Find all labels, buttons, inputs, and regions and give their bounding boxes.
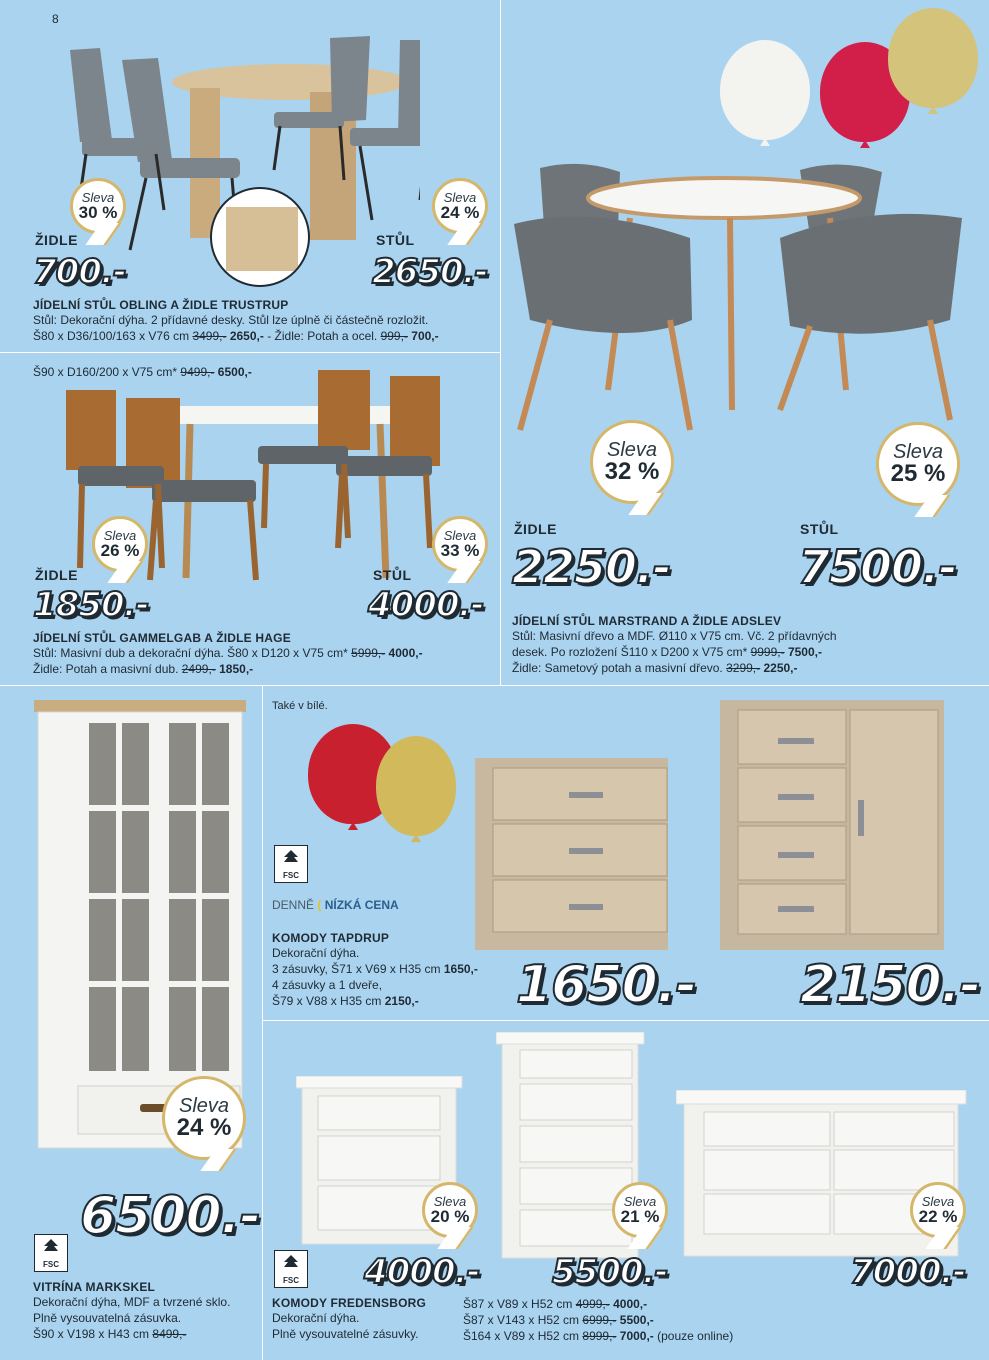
old-price: 5999,-	[351, 646, 386, 660]
badge-word: Sleva	[103, 528, 137, 543]
page-number: 8	[52, 12, 59, 26]
trustrup-title: JÍDELNÍ STŮL OBLING A ŽIDLE TRUSTRUP	[33, 298, 289, 312]
trustrup-chair-discount-badge	[70, 178, 126, 234]
fsc-logo	[34, 1234, 68, 1272]
trustrup-info	[33, 298, 493, 344]
markskel-discount-badge	[162, 1076, 246, 1160]
gammelgab-info	[33, 631, 493, 677]
markskel-price: 6500.-	[80, 1186, 261, 1246]
new-price: 5500,-	[619, 1313, 654, 1327]
spec-text: Š164 x V89 x H52 cm	[463, 1329, 583, 1343]
marstrand-info	[512, 614, 982, 676]
badge-value: 24 %	[440, 203, 480, 222]
fredensborg-line2: Plně vysouvatelné zásuvky.	[272, 1327, 419, 1341]
badge-word: Sleva	[921, 1194, 955, 1209]
badge-word: Sleva	[606, 439, 658, 461]
badge-value: 25 %	[890, 460, 946, 487]
marstrand-chair-discount-badge	[590, 420, 674, 504]
spec-text: Židle: Potah a masivní dub.	[33, 662, 182, 676]
badge-value: 30 %	[78, 203, 118, 222]
fsc-text: FSC	[283, 871, 299, 880]
badge-word: Sleva	[178, 1095, 230, 1117]
markskel-line1: Dekorační dýha, MDF a tvrzené sklo.	[33, 1295, 231, 1309]
fredensborg-spec1	[463, 1296, 783, 1312]
fredensborg-spec2	[463, 1312, 783, 1328]
fredensborg-tall-price: 5500.-	[552, 1252, 668, 1292]
fsc-logo	[274, 845, 308, 883]
divider	[262, 1020, 989, 1021]
old-price: 999,-	[380, 329, 408, 343]
daily-low-price-logo	[272, 898, 399, 912]
spec-text: Š90 x V198 x H43 cm	[33, 1327, 153, 1341]
divider	[0, 685, 989, 686]
trustrup-table-detail-image	[210, 187, 310, 287]
price-text: 1650,-	[443, 962, 478, 976]
gammelgab-title: JÍDELNÍ STŮL GAMMELGAB A ŽIDLE HAGE	[33, 631, 291, 645]
old-price: 3299,-	[726, 661, 761, 675]
old-price: 6999,-	[582, 1313, 617, 1327]
daily-low-word: DENNĚ	[272, 898, 315, 912]
markskel-info	[33, 1280, 258, 1342]
marstrand-line3	[512, 660, 982, 676]
spec-text: Š87 x V89 x H52 cm	[463, 1297, 576, 1311]
gammelgab-table-label: STŮL	[373, 567, 412, 583]
badge-word: Sleva	[433, 1194, 467, 1209]
fredensborg-tall-discount-badge	[612, 1182, 668, 1238]
balloon-white	[720, 40, 810, 140]
spec-text: 3 zásuvky, Š71 x V69 x H35 cm	[272, 962, 444, 976]
tapdrup-info	[272, 931, 502, 1009]
marstrand-title: JÍDELNÍ STŮL MARSTRAND A ŽIDLE ADSLEV	[512, 614, 782, 628]
spec-text: Š80 x D36/100/163 x V76 cm	[33, 329, 193, 343]
spec-note: (pouze online)	[657, 1329, 734, 1343]
markskel-title: VITRÍNA MARKSKEL	[33, 1280, 156, 1294]
tapdrup-line3: 4 zásuvky a 1 dveře,	[272, 978, 383, 992]
tapdrup-also-white: Také v bílé.	[272, 700, 328, 712]
daily-low-word: NÍZKÁ CENA	[324, 898, 399, 912]
marstrand-chair-label: ŽIDLE	[514, 521, 557, 537]
fredensborg-small-price: 4000.-	[364, 1252, 480, 1292]
fredensborg-info	[272, 1296, 462, 1342]
new-price: 7000,-	[619, 1329, 654, 1343]
fredensborg-wide-discount-badge	[910, 1182, 966, 1238]
new-price: 700,-	[411, 329, 439, 343]
fredensborg-small-discount-badge	[422, 1182, 478, 1238]
marstrand-line2	[512, 644, 982, 660]
marstrand-chair-price: 2250.-	[512, 540, 671, 594]
fsc-text: FSC	[283, 1276, 299, 1285]
old-price: 3499,-	[192, 329, 227, 343]
spec-text: Stůl: Masivní dub a dekorační dýha. Š80 x D120 x V75 cm*	[33, 646, 352, 660]
spec-text: Židle: Sametový potah a masivní dřevo.	[512, 661, 727, 675]
tapdrup-line2	[272, 961, 502, 977]
trustrup-line2	[33, 328, 493, 344]
new-price: 2650,-	[229, 329, 264, 343]
divider	[500, 0, 501, 685]
badge-value: 24 %	[176, 1114, 232, 1141]
old-price: 8499,-	[152, 1327, 187, 1341]
badge-word: Sleva	[443, 528, 477, 543]
badge-value: 21 %	[620, 1207, 660, 1226]
balloon-gold	[888, 8, 978, 108]
tapdrup-4-drawer-door-image	[720, 700, 946, 952]
new-price: 2250,-	[763, 661, 798, 675]
marstrand-line1: Stůl: Masivní dřevo a MDF. Ø110 x V75 cm. Vč. 2 přídavných	[512, 629, 837, 643]
fredensborg-specs	[463, 1296, 783, 1344]
badge-value: 32 %	[604, 458, 660, 485]
trustrup-line1: Stůl: Dekorační dýha. 2 přídavné desky. Stůl lze úplně či částečně rozložit.	[33, 313, 429, 327]
spec-text: Š90 x D160/200 x V75 cm*	[33, 365, 181, 379]
divider	[0, 352, 500, 353]
fredensborg-title: KOMODY FREDENSBORG	[272, 1296, 427, 1310]
gammelgab-line2	[33, 661, 493, 677]
spec-text: Š87 x V143 x H52 cm	[463, 1313, 583, 1327]
spec-text: - Židle: Potah a ocel.	[267, 329, 381, 343]
trustrup-table-label: STŮL	[376, 232, 415, 248]
spec-text: desek. Po rozložení Š110 x D200 x V75 cm*	[512, 645, 751, 659]
spec-text: Š79 x V88 x H35 cm	[272, 994, 385, 1008]
markskel-line2: Plně vysouvatelná zásuvka.	[33, 1311, 182, 1325]
badge-word: Sleva	[623, 1194, 657, 1209]
old-price: 9999,-	[750, 645, 785, 659]
old-price: 2499,-	[181, 662, 216, 676]
badge-value: 20 %	[430, 1207, 470, 1226]
trustrup-chair-label: ŽIDLE	[35, 232, 78, 248]
trustrup-table-discount-badge	[432, 178, 488, 234]
marstrand-table-discount-badge	[876, 422, 960, 506]
marstrand-set-image	[510, 160, 970, 440]
price-text: 2150,-	[384, 994, 419, 1008]
tapdrup-4-drawer-price: 2150.-	[800, 955, 981, 1015]
new-price: 7500,-	[787, 645, 822, 659]
fsc-logo	[274, 1250, 308, 1288]
badge-value: 33 %	[440, 541, 480, 560]
gammelgab-table-price: 4000.-	[368, 585, 484, 625]
divider	[262, 685, 263, 1360]
badge-value: 22 %	[918, 1207, 958, 1226]
gammelgab-chair-discount-badge	[92, 516, 148, 572]
fredensborg-line1: Dekorační dýha.	[272, 1311, 360, 1325]
tapdrup-3-drawer-price: 1650.-	[516, 955, 697, 1015]
marstrand-table-label: STŮL	[800, 521, 839, 537]
tapdrup-title: KOMODY TAPDRUP	[272, 931, 390, 945]
gammelgab-table-discount-badge	[432, 516, 488, 572]
badge-word: Sleva	[443, 190, 477, 205]
old-price: 8999,-	[582, 1329, 617, 1343]
trustrup-chair-price: 700.-	[33, 252, 126, 292]
tapdrup-line1: Dekorační dýha.	[272, 946, 360, 960]
markskel-line3	[33, 1326, 258, 1342]
balloon-gold	[376, 736, 456, 836]
tapdrup-3-drawer-image	[475, 758, 670, 953]
old-price: 4999,-	[575, 1297, 610, 1311]
trustrup-table-price: 2650.-	[372, 252, 488, 292]
badge-word: Sleva	[892, 441, 944, 463]
badge-value: 26 %	[100, 541, 140, 560]
new-price: 4000,-	[613, 1297, 648, 1311]
daily-low-arc-icon: (	[317, 898, 322, 912]
old-price: 9499,-	[180, 365, 215, 379]
fredensborg-wide-price: 7000.-	[850, 1252, 966, 1292]
gammelgab-chair-label: ŽIDLE	[35, 567, 78, 583]
marstrand-table-price: 7500.-	[798, 540, 957, 594]
fsc-text: FSC	[43, 1260, 59, 1269]
new-price: 4000,-	[388, 646, 423, 660]
new-price: 6500,-	[217, 365, 252, 379]
badge-word: Sleva	[81, 190, 115, 205]
new-price: 1850,-	[219, 662, 254, 676]
tapdrup-line4	[272, 993, 502, 1009]
gammelgab-line1	[33, 645, 493, 661]
gammelgab-chair-price: 1850.-	[33, 585, 149, 625]
fredensborg-spec3	[463, 1328, 783, 1344]
